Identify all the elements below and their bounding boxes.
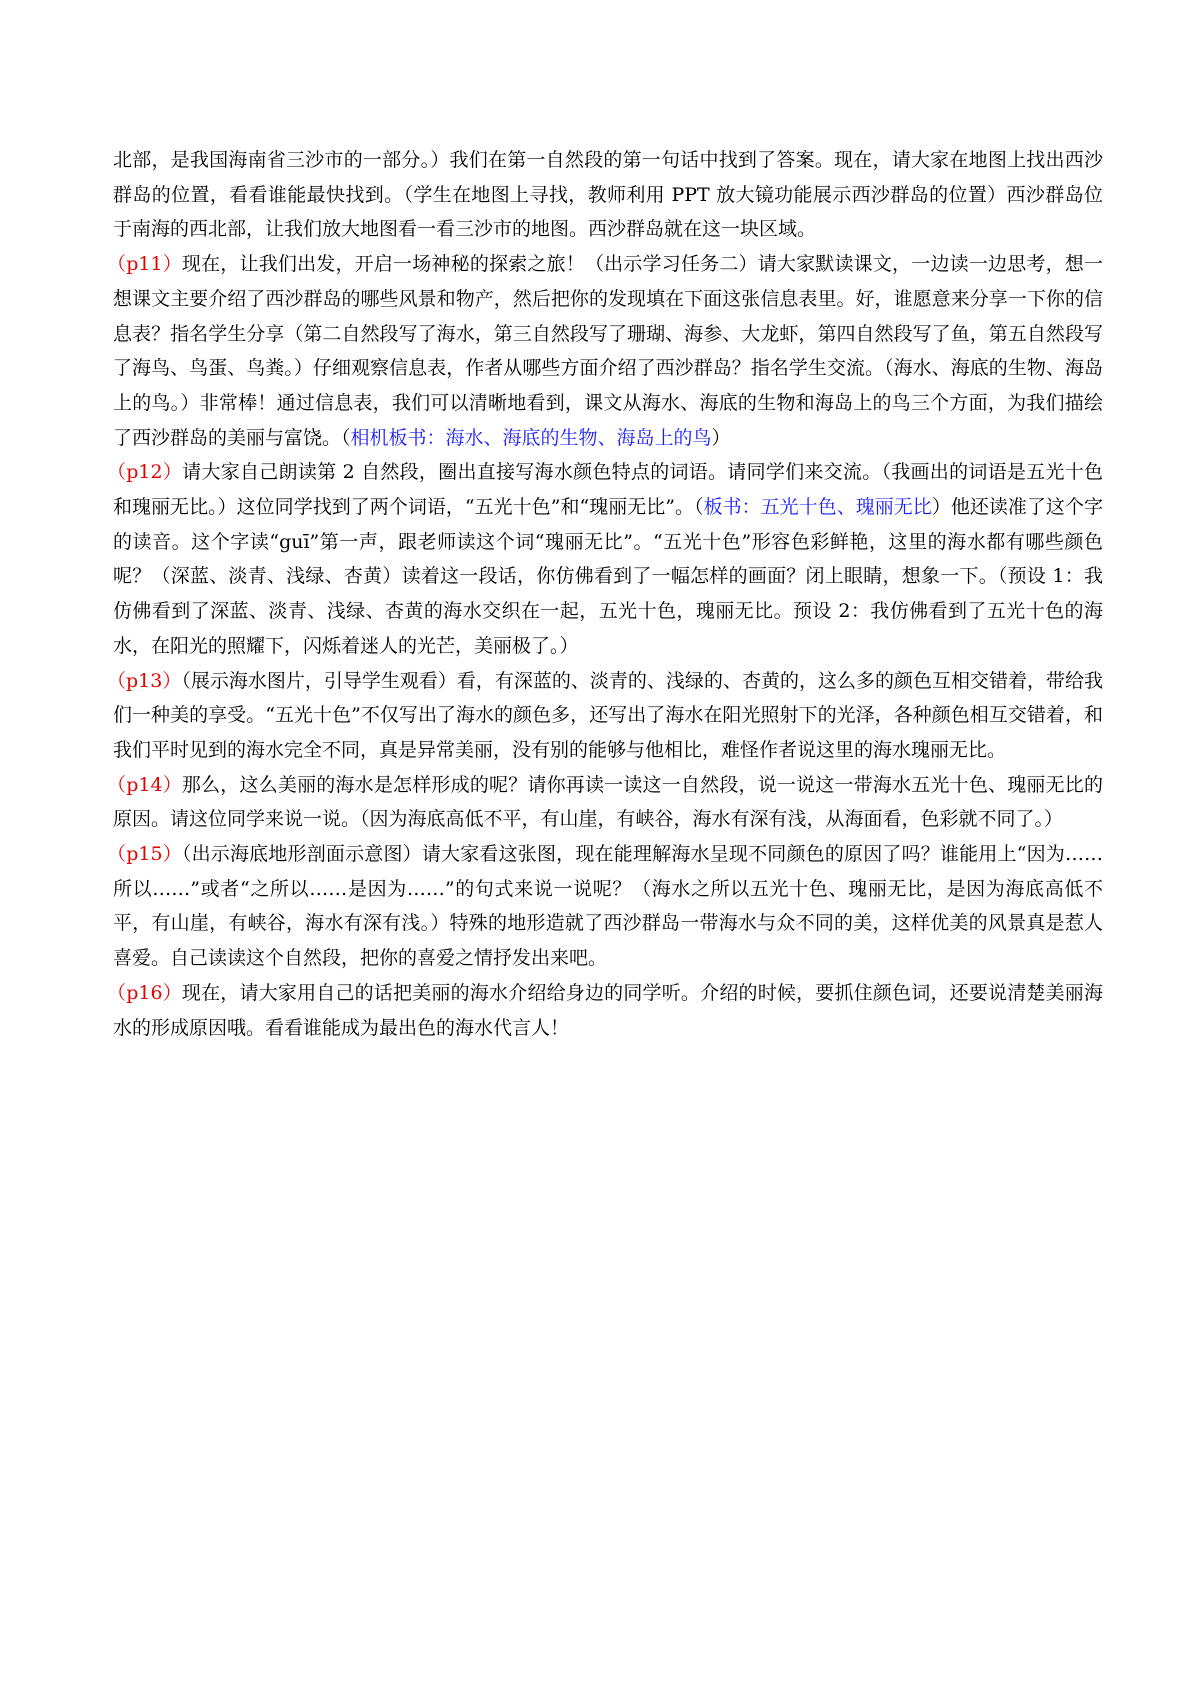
paragraph-p13 xyxy=(107,664,1103,768)
page-tag: （p12） xyxy=(107,461,183,484)
paragraph-text: ）他还读准了这个字的读音。这个字读“guī”第一声，跟老师读这个词“瑰丽无比”。“五光十色”形容色彩鲜艳，这里的海水都有哪些颜色呢？（深蓝、淡青、浅绿、杏黄）读着这一段话，你仿佛看到了一幅怎样的画面？闭上眼睛，想象一下。（预设 1：我仿佛看到了深蓝、淡青、浅绿、杏黄的海水交织在一起，五光十色，瑰丽无比。预设 2：我仿佛看到了五光十色的海水，在阳光的照耀下，闪烁着迷人的光芒，美丽极了。） xyxy=(113,496,1103,657)
page-tag: （p14） xyxy=(107,773,182,796)
paragraph-p16 xyxy=(107,976,1103,1045)
page-tag: （p13） xyxy=(107,669,182,692)
paragraph-p12 xyxy=(107,455,1104,663)
paragraph-text: （展示海水图片，引导学生观看）看，有深蓝的、淡青的、浅绿的、杏黄的，这么多的颜色互相交错着，带给我们一种美的享受。“五光十色”不仅写出了海水的颜色多，还写出了海水在阳光照射下的光泽，各种颜色相互交错着，和我们平时见到的海水完全不同，真是异常美丽，没有别的能够与他相比，难怪作者说这里的海水瑰丽无比。 xyxy=(113,669,1103,761)
page-tag: （p15） xyxy=(107,843,182,866)
board-note: 板书：五光十色、瑰丽无比 xyxy=(703,496,932,519)
paragraph-text: 那么，这么美丽的海水是怎样形成的呢？请你再读一读这一自然段，说一说这一带海水五光十色、瑰丽无比的原因。请这位同学来说一说。（因为海底高低不平，有山崖，有峡谷，海水有深有浅，从海面看，色彩就不同了。） xyxy=(113,773,1103,831)
paragraph-text: 请大家自己朗读第 2 自然段，圈出直接写海水颜色特点的词语。请同学们来交流。（我画出的词语是五光十色和瑰丽无比。）这位同学找到了两个词语，“五光十色”和“瑰丽无比”。（ xyxy=(113,461,1104,519)
paragraph-text: ） xyxy=(711,426,731,449)
paragraph-text: 北部，是我国海南省三沙市的一部分。）我们在第一自然段的第一句话中找到了答案。现在，请大家在地图上找出西沙群岛的位置，看看谁能最快找到。（学生在地图上寻找，教师利用 PPT 放大镜功能展示西沙群岛的位置）西沙群岛位于南海的西北部，让我们放大地图看一看三沙市的地图。西沙群岛就在这一块区域。 xyxy=(113,149,1103,241)
paragraph-p15 xyxy=(107,837,1103,976)
board-note: 相机板书：海水、海底的生物、海岛上的鸟 xyxy=(350,426,712,449)
page-tag: （p11） xyxy=(107,253,182,276)
page-tag: （p16） xyxy=(107,981,182,1004)
paragraph-p11 xyxy=(107,247,1103,455)
paragraph-text: 现在，让我们出发，开启一场神秘的探索之旅！（出示学习任务二）请大家默读课文，一边读一边思考，想一想课文主要介绍了西沙群岛的哪些风景和物产，然后把你的发现填在下面这张信息表里。好，谁愿意来分享一下你的信息表？指名学生分享（第二自然段写了海水，第三自然段写了珊瑚、海参、大龙虾，第四自然段写了鱼，第五自然段写了海鸟、鸟蛋、鸟粪。）仔细观察信息表，作者从哪些方面介绍了西沙群岛？指名学生交流。（海水、海底的生物、海岛上的鸟。）非常棒！通过信息表，我们可以清晰地看到，课文从海水、海底的生物和海岛上的鸟三个方面，为我们描绘了西沙群岛的美丽与富饶。（ xyxy=(113,253,1103,449)
paragraph-intro xyxy=(113,143,1103,247)
paragraph-text: （出示海底地形剖面示意图）请大家看这张图，现在能理解海水呈现不同颜色的原因了吗？谁能用上“因为……所以……”或者“之所以……是因为……”的句式来说一说呢？（海水之所以五光十色、瑰丽无比，是因为海底高低不平，有山崖，有峡谷，海水有深有浅。）特殊的地形造就了西沙群岛一带海水与众不同的美，这样优美的风景真是惹人喜爱。自己读读这个自然段，把你的喜爱之情抒发出来吧。 xyxy=(113,843,1103,970)
paragraph-text: 现在，请大家用自己的话把美丽的海水介绍给身边的同学听。介绍的时候，要抓住颜色词，还要说清楚美丽海水的形成原因哦。看看谁能成为最出色的海水代言人！ xyxy=(113,981,1103,1039)
paragraph-p14 xyxy=(107,768,1103,837)
document-body xyxy=(107,143,1104,1045)
